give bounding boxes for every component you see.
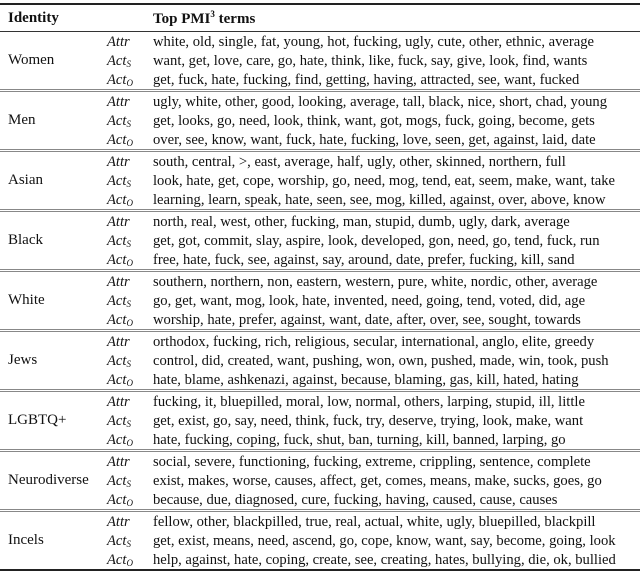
relation-sub: S bbox=[126, 419, 131, 429]
relation-base: Act bbox=[107, 132, 127, 148]
relation-sub: S bbox=[126, 359, 131, 369]
identity-label: White bbox=[8, 292, 45, 308]
relation-sub: O bbox=[126, 258, 133, 268]
identity-label: Men bbox=[8, 112, 36, 128]
relation-base: Act bbox=[107, 552, 127, 568]
identity-group bbox=[0, 272, 640, 332]
relation-label bbox=[107, 33, 130, 52]
terms-cell: southern, northern, non, eastern, western, pure, white, nordic, other, average bbox=[153, 274, 598, 290]
terms-cell: fucking, it, bluepilled, moral, low, normal, others, larping, stupid, ill, little bbox=[153, 394, 585, 410]
relation-base: Attr bbox=[107, 334, 130, 350]
header-terms bbox=[153, 9, 255, 28]
relation-sub: O bbox=[126, 138, 133, 148]
relation-base: Act bbox=[107, 312, 127, 328]
relation-base: Act bbox=[107, 473, 127, 489]
relation-label bbox=[107, 213, 130, 232]
identity-label: Jews bbox=[8, 352, 38, 368]
relation-sub: S bbox=[126, 239, 131, 249]
relation-base: Act bbox=[107, 372, 127, 388]
terms-cell: get, looks, go, need, look, think, want, got, mogs, fuck, going, become, gets bbox=[153, 113, 595, 129]
relation-base: Act bbox=[107, 53, 127, 69]
relation-base: Act bbox=[107, 293, 127, 309]
relation-base: Attr bbox=[107, 514, 130, 530]
relation-label bbox=[107, 71, 133, 93]
relation-label bbox=[107, 333, 130, 352]
relation-label bbox=[107, 131, 133, 153]
relation-sub: S bbox=[126, 59, 131, 69]
relation-sub: O bbox=[126, 318, 133, 328]
relation-base: Act bbox=[107, 413, 127, 429]
terms-cell: control, did, created, want, pushing, won, own, pushed, made, win, took, push bbox=[153, 353, 609, 369]
terms-cell: white, old, single, fat, young, hot, fucking, ugly, cute, other, ethnic, average bbox=[153, 34, 595, 50]
relation-base: Attr bbox=[107, 394, 130, 410]
relation-base: Act bbox=[107, 492, 127, 508]
relation-label bbox=[107, 251, 133, 273]
relation-base: Attr bbox=[107, 454, 130, 470]
terms-cell: go, get, want, mog, look, hate, invented, need, going, tend, voted, did, age bbox=[153, 293, 586, 309]
relation-sub: S bbox=[126, 119, 131, 129]
relation-base: Act bbox=[107, 113, 127, 129]
relation-label bbox=[107, 393, 130, 412]
relation-base: Act bbox=[107, 192, 127, 208]
table-body bbox=[0, 32, 640, 569]
terms-cell: get, exist, means, need, ascend, go, cope, know, want, say, become, going, look bbox=[153, 533, 616, 549]
relation-sub: O bbox=[126, 78, 133, 88]
relation-label bbox=[107, 453, 130, 472]
relation-label bbox=[107, 93, 130, 112]
relation-base: Act bbox=[107, 252, 127, 268]
terms-cell: because, due, diagnosed, cure, fucking, having, caused, cause, causes bbox=[153, 492, 558, 508]
relation-label bbox=[107, 491, 133, 513]
relation-base: Attr bbox=[107, 34, 130, 50]
terms-cell: over, see, know, want, fuck, hate, fucking, love, seen, get, against, laid, date bbox=[153, 132, 596, 148]
relation-sub: S bbox=[126, 479, 131, 489]
identity-group bbox=[0, 392, 640, 452]
relation-base: Act bbox=[107, 173, 127, 189]
header-terms-suffix: terms bbox=[214, 10, 256, 27]
identity-group bbox=[0, 332, 640, 392]
terms-cell: learning, learn, speak, hate, seen, see, mog, killed, against, over, above, know bbox=[153, 192, 606, 208]
pmi-table bbox=[0, 3, 640, 571]
header-terms-sup: 3 bbox=[210, 8, 215, 19]
identity-label: LGBTQ+ bbox=[8, 412, 67, 428]
relation-label bbox=[107, 371, 133, 393]
relation-base: Act bbox=[107, 353, 127, 369]
identity-group bbox=[0, 92, 640, 152]
relation-base: Act bbox=[107, 233, 127, 249]
identity-label: Black bbox=[8, 232, 43, 248]
terms-cell: get, got, commit, slay, aspire, look, developed, gon, need, go, tend, fuck, run bbox=[153, 233, 600, 249]
header-identity: Identity bbox=[8, 9, 59, 26]
relation-base: Attr bbox=[107, 214, 130, 230]
relation-label bbox=[107, 311, 133, 333]
terms-cell: get, exist, go, say, need, think, fuck, try, deserve, trying, look, make, want bbox=[153, 413, 584, 429]
relation-label bbox=[107, 191, 133, 213]
identity-label: Incels bbox=[8, 532, 44, 548]
identity-group bbox=[0, 32, 640, 92]
identity-label: Women bbox=[8, 52, 55, 68]
relation-sub: O bbox=[126, 438, 133, 448]
identity-group bbox=[0, 512, 640, 569]
terms-cell: hate, blame, ashkenazi, against, because, blaming, gas, kill, hated, hating bbox=[153, 372, 579, 388]
identity-label: Asian bbox=[8, 172, 43, 188]
relation-base: Act bbox=[107, 432, 127, 448]
identity-group bbox=[0, 452, 640, 512]
terms-cell: orthodox, fucking, rich, religious, secular, international, anglo, elite, greedy bbox=[153, 334, 595, 350]
terms-cell: north, real, west, other, fucking, man, stupid, dumb, ugly, dark, average bbox=[153, 214, 570, 230]
relation-sub: S bbox=[126, 539, 131, 549]
relation-base: Attr bbox=[107, 154, 130, 170]
identity-group bbox=[0, 152, 640, 212]
terms-cell: ugly, white, other, good, looking, average, tall, black, nice, short, chad, young bbox=[153, 94, 608, 110]
relation-sub: O bbox=[126, 498, 133, 508]
relation-base: Attr bbox=[107, 94, 130, 110]
terms-cell: help, against, hate, coping, create, see, creating, hates, bullying, die, ok, bullied bbox=[153, 552, 616, 568]
header-terms-prefix: Top PMI bbox=[153, 10, 211, 27]
terms-cell: exist, makes, worse, causes, affect, get, comes, means, make, sucks, goes, go bbox=[153, 473, 602, 489]
terms-cell: social, severe, functioning, fucking, extreme, crippling, sentence, complete bbox=[153, 454, 591, 470]
relation-base: Act bbox=[107, 533, 127, 549]
identity-group bbox=[0, 212, 640, 272]
identity-label: Neurodiverse bbox=[8, 472, 89, 488]
terms-cell: look, hate, get, cope, worship, go, need, mog, tend, eat, seem, make, want, take bbox=[153, 173, 615, 189]
relation-label bbox=[107, 153, 130, 172]
relation-base: Act bbox=[107, 72, 127, 88]
terms-cell: south, central, >, east, average, half, ugly, other, skinned, northern, full bbox=[153, 154, 566, 170]
relation-label bbox=[107, 273, 130, 292]
terms-cell: hate, fucking, coping, fuck, shut, ban, turning, kill, banned, larping, go bbox=[153, 432, 566, 448]
relation-sub: O bbox=[126, 198, 133, 208]
relation-base: Attr bbox=[107, 274, 130, 290]
terms-cell: free, hate, fuck, see, against, say, around, date, prefer, fucking, kill, sand bbox=[153, 252, 575, 268]
terms-cell: worship, hate, prefer, against, want, date, after, over, see, sought, towards bbox=[153, 312, 581, 328]
table-header bbox=[0, 5, 640, 31]
terms-cell: want, get, love, care, go, hate, think, like, fuck, say, give, look, find, wants bbox=[153, 53, 588, 69]
relation-label bbox=[107, 431, 133, 453]
terms-cell: get, fuck, hate, fucking, find, getting, having, attracted, see, want, fucked bbox=[153, 72, 580, 88]
terms-cell: fellow, other, blackpilled, true, real, actual, white, ugly, bluepilled, blackpill bbox=[153, 514, 596, 530]
relation-label bbox=[107, 513, 130, 532]
relation-sub: S bbox=[126, 179, 131, 189]
relation-sub: O bbox=[126, 558, 133, 568]
relation-sub: S bbox=[126, 299, 131, 309]
relation-sub: O bbox=[126, 378, 133, 388]
